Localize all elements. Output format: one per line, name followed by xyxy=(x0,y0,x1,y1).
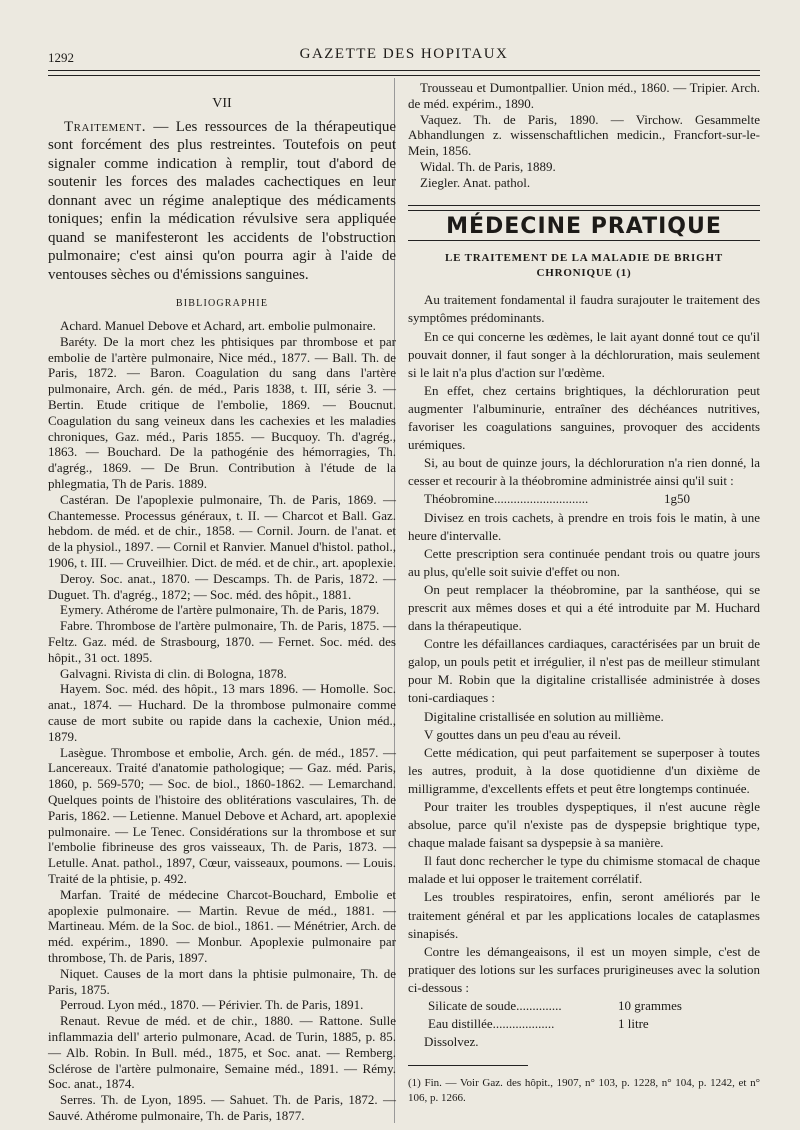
treatment-label: Traitement. xyxy=(64,118,146,135)
paragraph: Les troubles respiratoires, enfin, seront améliorés par le traitement général et par les applications locales de cataplasmes sinapisés. xyxy=(408,889,760,941)
solution-amount: 10 grammes xyxy=(618,998,682,1014)
left-column xyxy=(48,80,396,1124)
section-title: MÉDECINE PRATIQUE xyxy=(446,213,722,239)
page-number: 1292 xyxy=(48,50,74,65)
paragraph: Cette prescription sera continuée pendant trois ou quatre jours au plus, qu'elle soit suivie d'effet ou non. xyxy=(408,545,760,579)
bibliography-entry: Marfan. Traité de médecine Charcot-Bouchard, Embolie et apoplexie pulmonaire. — Martin. Revue de méd., 1881. — Martineau. Mém. de la Soc. de biol., 1861. — Ménétrier, Arch. de méd. expérim., 1890. — Monbur. Apoplexie pulmonaire par thrombose, Th. de Paris, 1897. xyxy=(48,886,396,965)
right-column xyxy=(408,80,760,1106)
paragraph: Si, au bout de quinze jours, la déchloruration n'a rien donné, la cesser et recourir à la théobromine administrée ainsi qu'il suit : xyxy=(408,455,760,489)
paragraph: Dissolvez. xyxy=(424,1034,479,1050)
bibliography-entry: Niquet. Causes de la mort dans la phtisie pulmonaire, Th. de Paris, 1875. xyxy=(48,965,396,997)
journal-title: GAZETTE DES HOPITAUX xyxy=(299,46,509,62)
paragraph: Il faut donc rechercher le type du chimisme stomacal de chaque malade et lui opposer le traitement corrélatif. xyxy=(408,853,760,887)
bibliography-entry: Serres. Th. de Lyon, 1895. — Sahuet. Th. de Paris, 1872. — Sauvé. Athérome pulmonaire, Th. de Paris, 1877. xyxy=(48,1092,396,1123)
paragraph: V gouttes dans un peu d'eau au réveil. xyxy=(424,726,622,742)
solution-line xyxy=(408,997,760,1015)
drug-dose: 1g50 xyxy=(664,491,690,507)
paragraph: Contre les défaillances cardiaques, caractérisées par un bruit de galop, un pouls petit et irrégulier, il n'est pas de meilleur stimulant pour M. Robin que la digitaline cristallisée administrée à doses toni-cardiaques : xyxy=(408,636,760,706)
solution-ingredient: Eau distillée................... xyxy=(428,1016,555,1032)
bibliography-entry: Galvagni. Rivista di clin. di Bologna, 1878. xyxy=(60,665,287,681)
paragraph: Divisez en trois cachets, à prendre en trois fois le matin, à une heure d'intervalle. xyxy=(408,509,760,543)
section-rule xyxy=(408,205,760,211)
bibliography-continued xyxy=(408,80,760,191)
bibliography-entry: Achard. Manuel Debove et Achard, art. embolie pulmonaire. xyxy=(60,318,376,334)
bibliography-entry: Renaut. Revue de méd. et de chir., 1880. — Rattone. Sulle inflammazia dell' arterio pulmonare, Acad. de Turin, 1885, p. 85. — Alb. Robin. In Bull. méd., 1875, et Soc. anat. — Remberg. Sclérose de l'artère pulmonaire, Semaine méd., 1891. — Rémy. Soc. anat., 1874. xyxy=(48,1013,396,1092)
paragraph: En ce qui concerne les œdèmes, le lait ayant donné tout ce qu'il pouvait donner, il faut songer à la déchloruration, mais seulement si le lait n'a plus d'action sur l'œdème. xyxy=(408,328,760,380)
solution-ingredient: Silicate de soude.............. xyxy=(428,998,562,1014)
paragraph: On peut remplacer la théobromine, par la santhéose, qui se prescrit aux mêmes doses et qui a été introduite par M. Huchard dans la thérapeutique. xyxy=(408,581,760,634)
drug-name: Théobromine............................. xyxy=(424,491,589,507)
bibliography-list xyxy=(48,318,396,1124)
paragraph: Pour traiter les troubles dyspeptiques, il n'est aucune règle absolue, parce qu'il n'existe pas de dyspepsie brightique type, chaque malade faisant sa dyspepsie à sa manière. xyxy=(408,799,760,851)
header-rule xyxy=(48,70,760,76)
solution-amount: 1 litre xyxy=(618,1016,649,1032)
bibliography-entry: Perroud. Lyon méd., 1870. — Périvier. Th. de Paris, 1891. xyxy=(60,997,364,1013)
treatment-paragraph xyxy=(48,118,396,285)
bibliography-entry: Ziegler. Anat. pathol. xyxy=(420,174,531,190)
bibliography-entry: Eymery. Athérome de l'artère pulmonaire, Th. de Paris, 1879. xyxy=(60,602,380,618)
bibliography-entry: Castéran. De l'apoplexie pulmonaire, Th. de Paris, 1869. — Chantemesse. Processus généraux, t. II. — Charcot et Ball. Gaz. hebdom. de méd. et de chir., 1858. — Cornil. Journ. de l'anat. et de la physiol., 1897. — Cornil et Ranvier. Manuel d'histol. pathol., 1906, t. III. — Cruveilhier. Dict. de méd. et de chir., art. apoplexie. xyxy=(48,491,397,571)
section-number: VII xyxy=(212,96,232,111)
bibliography-entry: Trousseau et Dumontpallier. Union méd., 1860. — Tripier. Arch. de méd. expérim., 1890. xyxy=(408,80,760,111)
bibliography-entry: Deroy. Soc. anat., 1870. — Descamps. Th. de Paris, 1872. — Duguet. Th. d'agrég., 1872; — Soc. méd. des hôpit., 1881. xyxy=(48,570,396,602)
treatment-text: — Les ressources de la thérapeutique sont forcément des plus restreintes. Toutefois on peut signaler comme indication à remplir, tout d'abord de soutenir les forces des malades cachectiques en leur donnant avec un régime analeptique des médicaments toniques; enfin la médication révulsive sera appliquée quand se manifesteront les accidents de l'obstruction pulmonaire; c'est ainsi qu'on pourra agir à l'aide de ventouses sèches ou d'émissions sanguines. xyxy=(48,118,396,283)
paragraph: Cette médication, qui peut parfaitement se superposer à toutes les autres, produit, à la dose quotidienne d'un dixième de milligramme, d'excellents effets et peut être longtemps continuée. xyxy=(408,744,760,796)
paragraph: En effet, chez certains brightiques, la déchloruration peut augmenter l'albuminurie, entraîner des déchéances nutritives, favoriser les coagulations sanguines, provoquer des accidents urémiques. xyxy=(408,382,760,453)
article-body xyxy=(408,291,760,1051)
paragraph: Contre les démangeaisons, il est un moyen simple, c'est de pratiquer des lotions sur les surfaces prurigineuses avec la solution ci-dessous : xyxy=(408,943,760,995)
footnote-rule xyxy=(408,1065,528,1066)
prescription-line xyxy=(408,490,760,508)
bibliography-entry: Widal. Th. de Paris, 1889. xyxy=(420,158,556,174)
bibliography-entry: Fabre. Thrombose de l'artère pulmonaire, Th. de Paris, 1875. — Feltz. Gaz. méd. de Strasbourg, 1870. — Fernet. Soc. méd. des hôpit., 31 oct. 1895. xyxy=(48,618,396,665)
solution-line xyxy=(408,1015,760,1033)
bibliography-entry: Lasègue. Thrombose et embolie, Arch. gén. de méd., 1857. — Lancereaux. Traité d'anatomie pathologique; — Gaz. méd. Paris, 1860, p. 569-570; — Soc. de biol., 1860-1862. — Lemarchand. Quelques points de l'histoire des oblitérations vasculaires, Th. de Paris, 1862. — Letienne. Manuel Debove et Achard, art. apoplexie pulmonaire. — Le Tenec. Considérations sur la thrombose et sur l'embolie fibrineuse des gros vaisseaux, Th. de Paris, 1873. — Letulle. Anat. pathol., 1897, Cœur, vaisseaux, poumons. — Louis. Traité de la phtisie, p. 492. xyxy=(48,744,396,886)
article-title-line-2: CHRONIQUE (1) xyxy=(536,267,632,280)
bibliography-title: BIBLIOGRAPHIE xyxy=(175,298,269,310)
paragraph: Au traitement fondamental il faudra surajouter le traitement des symptômes prédominants. xyxy=(408,292,760,326)
article-title xyxy=(408,251,760,281)
bibliography-entry: Vaquez. Th. de Paris, 1890. — Virchow. Gesammelte Abhandlungen z. wissenschaftlichen medicin., Francfort-sur-le-Mein, 1856. xyxy=(408,111,760,159)
bibliography-entry: Baréty. De la mort chez les phtisiques par thrombose et par embolie de l'artère pulmonaire, Nice méd., 1877. — Ball. Th. de Paris, 1872. — Baron. Coagulation du sang dans l'artère pulmonaire, Arch. gén. de méd., Paris 1838, t. III, série 3. — Bertin. Etude critique de l'embolie, 1869. — Boucnut. Coagulation du sang veineux dans les cachexies et les maladies chroniques, Gaz. méd., Paris 1855. — Bucquoy. Th. d'agrég., 1863. — Bouchard. De la pathogénie des hémorragies, Th. d'agrég., 1869. — De Brun. Contribution à l'étude de la phlegmatia, Th de Paris. 1889. xyxy=(48,333,396,492)
bibliography-entry: Hayem. Soc. méd. des hôpit., 13 mars 1896. — Homolle. Soc. anat., 1874. — Huchard. De la thrombose pulmonaire comme cause de mort subite ou rapide dans la cachexie, Union méd., 1879. xyxy=(48,681,396,744)
paragraph: Digitaline cristallisée en solution au millième. xyxy=(424,708,664,724)
article-title-line-1: LE TRAITEMENT DE LA MALADIE DE BRIGHT xyxy=(445,252,723,265)
page-header xyxy=(48,44,760,70)
title-rule xyxy=(408,240,760,241)
footnote: (1) Fin. — Voir Gaz. des hôpit., 1907, n° 103, p. 1228, n° 104, p. 1242, et n° 106, p. 1266. xyxy=(408,1077,760,1105)
